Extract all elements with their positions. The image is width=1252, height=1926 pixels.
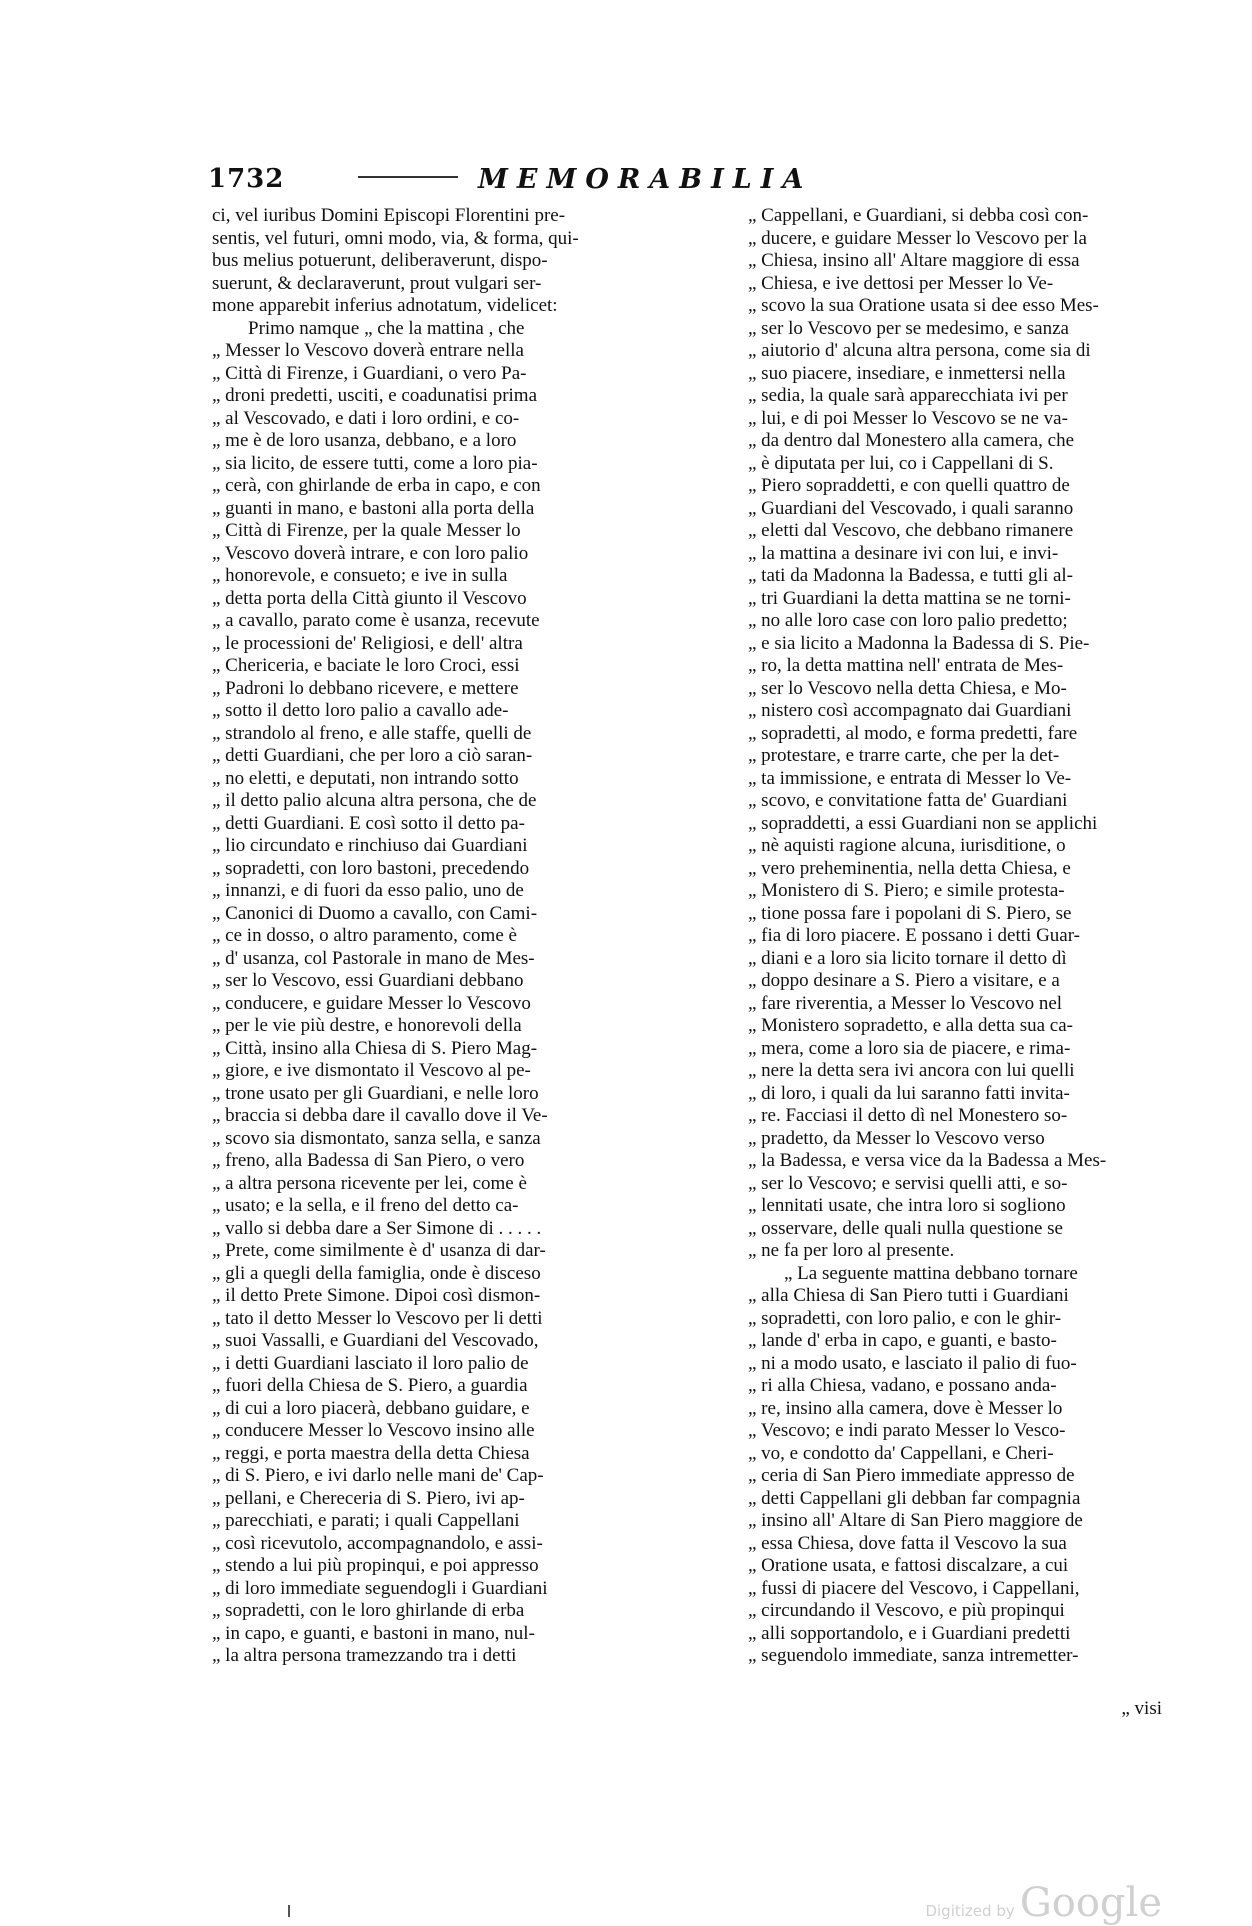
text-line: „ è diputata per lui, co i Cappellani di S. bbox=[748, 452, 1054, 474]
text-line: „ suo piacere, insediare, e inmettersi nella bbox=[748, 362, 1066, 384]
text-line: „ nè aquisti ragione alcuna, iurisditione, o bbox=[748, 835, 1066, 856]
text-line: „ ne fa per loro al presente. bbox=[748, 1240, 955, 1261]
text-line: „ e sia licito a Madonna la Badessa di S. Pie- bbox=[748, 632, 1090, 654]
text-line: „ osservare, delle quali nulla questione se bbox=[748, 1217, 1063, 1239]
text-line: „ diani e a loro sia licito tornare il detto dì bbox=[748, 947, 1067, 969]
left-text-column bbox=[212, 205, 732, 1668]
text-line: „ gli a quegli della famiglia, onde è disceso bbox=[212, 1262, 541, 1284]
text-line: „ d' usanza, col Pastorale in mano de Mes- bbox=[212, 947, 535, 969]
text-line: „ honorevole, e consueto; e ive in sulla bbox=[212, 565, 508, 586]
text-line: „ conducere Messer lo Vescovo insino alle bbox=[212, 1420, 535, 1441]
text-line: „ ceria di San Piero immediate appresso de bbox=[748, 1465, 1075, 1486]
text-line: „ tri Guardiani la detta mattina se ne torni- bbox=[748, 587, 1071, 609]
text-line: „ Città di Firenze, per la quale Messer lo bbox=[212, 520, 521, 541]
text-line: ci, vel iuribus Domini Episcopi Florentini pre- bbox=[212, 205, 566, 226]
text-line: „ nistero così accompagnato dai Guardiani bbox=[748, 700, 1072, 721]
page-number: 1732 bbox=[208, 164, 285, 194]
text-line: „ Prete, come similmente è d' usanza di dar- bbox=[212, 1240, 546, 1261]
text-line: „ freno, alla Badessa di San Piero, o vero bbox=[212, 1150, 525, 1171]
text-line: „ vero preheminentia, nella detta Chiesa, e bbox=[748, 857, 1071, 879]
text-line: suerunt, & declaraverunt, prout vulgari ser- bbox=[212, 272, 542, 294]
text-line: sentis, vel futuri, omni modo, via, & forma, qui- bbox=[212, 227, 579, 249]
text-line: „ braccia si debba dare il cavallo dove il Ve- bbox=[212, 1105, 548, 1126]
text-line: „ alli sopportandolo, e i Guardiani predetti bbox=[748, 1622, 1071, 1644]
text-line: „ ro, la detta mattina nell' entrata de Mes- bbox=[748, 655, 1064, 676]
watermark-prefix: Digitized by bbox=[925, 1902, 1015, 1920]
text-line: „ vo, e condotto da' Cappellani, e Cheri- bbox=[748, 1442, 1054, 1464]
text-line: „ me è de loro usanza, debbano, e a loro bbox=[212, 430, 517, 451]
text-line: „ conducere, e guidare Messer lo Vescovo bbox=[212, 992, 531, 1014]
text-line: „ usato; e la sella, e il freno del detto ca- bbox=[212, 1195, 519, 1216]
text-line: „ tione possa fare i popolani di S. Piero, se bbox=[748, 902, 1072, 924]
text-line: „ la altra persona tramezzando tra i detti bbox=[212, 1645, 517, 1666]
text-line: „ sotto il detto loro palio a cavallo ade- bbox=[212, 700, 509, 721]
text-line: „ lui, e di poi Messer lo Vescovo se ne va- bbox=[748, 407, 1068, 429]
text-line: „ di S. Piero, e ivi darlo nelle mani de' Cap- bbox=[212, 1465, 544, 1486]
text-line: „ Monistero sopradetto, e alla detta sua ca- bbox=[748, 1015, 1073, 1036]
text-line: „ il detto Prete Simone. Dipoi così dismon- bbox=[212, 1285, 541, 1306]
text-line: „ la mattina a desinare ivi con lui, e invi- bbox=[748, 542, 1059, 564]
text-line: „ lio circundato e rinchiuso dai Guardiani bbox=[212, 835, 528, 856]
text-line: „ sopradetti, con loro bastoni, precedendo bbox=[212, 857, 530, 879]
running-title: MEMORABILIA bbox=[478, 164, 813, 195]
text-line: „ detta porta della Città giunto il Vescovo bbox=[212, 587, 527, 609]
text-line: „ fare riverentia, a Messer lo Vescovo nel bbox=[748, 992, 1063, 1014]
text-line: „ sopradetti, con loro palio, e con le ghir- bbox=[748, 1307, 1062, 1329]
text-line: „ scovo la sua Oratione usata si dee esso Mes- bbox=[748, 295, 1099, 316]
text-line: „ a altra persona ricevente per lei, come è bbox=[212, 1172, 527, 1194]
text-line: mone apparebit inferius adnotatum, videlicet: bbox=[212, 295, 558, 316]
text-line: „ di loro immediate seguendogli i Guardiani bbox=[212, 1577, 548, 1599]
text-line: „ da dentro dal Monestero alla camera, che bbox=[748, 430, 1075, 451]
text-line: „ cerà, con ghirlande de erba in capo, e con bbox=[212, 475, 541, 496]
text-line: „ fuori della Chiesa de S. Piero, a guardia bbox=[212, 1375, 528, 1396]
text-line: „ doppo desinare a S. Piero a visitare, e a bbox=[748, 970, 1060, 991]
text-line: „ scovo sia dismontato, sanza sella, e sanza bbox=[212, 1127, 541, 1149]
catchword: „ visi bbox=[1121, 1698, 1162, 1719]
text-line: „ Piero sopraddetti, e con quelli quattro de bbox=[748, 475, 1070, 496]
text-line: „ ce in dosso, o altro paramento, come è bbox=[212, 925, 517, 946]
text-line: „ lande d' erba in capo, e guanti, e basto- bbox=[748, 1330, 1057, 1351]
text-line: „ di cui a loro piacerà, debbano guidare, e bbox=[212, 1397, 530, 1419]
text-line: „ Vescovo doverà intrare, e con loro palio bbox=[212, 542, 529, 564]
text-line: „ Monistero di S. Piero; e simile protesta- bbox=[748, 880, 1065, 901]
right-text-column bbox=[748, 205, 1252, 1668]
text-line: „ tato il detto Messer lo Vescovo per li detti bbox=[212, 1307, 543, 1329]
text-line: „ pellani, e Chereceria di S. Piero, ivi ap- bbox=[212, 1487, 525, 1509]
text-line: „ Cappellani, e Guardiani, si debba così con- bbox=[748, 205, 1089, 226]
text-line: „ lennitati usate, che intra loro si sogliono bbox=[748, 1195, 1066, 1216]
text-line: „ re. Facciasi il detto dì nel Monestero so- bbox=[748, 1105, 1068, 1126]
text-line: „ strandolo al freno, e alle staffe, quelli de bbox=[212, 722, 532, 744]
text-line: „ ser lo Vescovo, essi Guardiani debbano bbox=[212, 970, 524, 991]
scan-mark bbox=[288, 1905, 290, 1917]
text-line: „ Messer lo Vescovo doverà entrare nella bbox=[212, 340, 524, 361]
text-line: „ guanti in mano, e bastoni alla porta della bbox=[212, 497, 535, 519]
text-line: „ seguendolo immediate, sanza intremetter- bbox=[748, 1645, 1079, 1666]
text-line: „ sopradetti, con le loro ghirlande di erba bbox=[212, 1600, 525, 1621]
text-line: „ detti Guardiani, che per loro a ciò saran- bbox=[212, 745, 533, 766]
text-line: „ in capo, e guanti, e bastoni in mano, nul- bbox=[212, 1622, 535, 1644]
text-line: „ giore, e ive dismontato il Vescovo al pe- bbox=[212, 1060, 531, 1081]
page-header bbox=[208, 164, 928, 200]
text-line: „ circundando il Vescovo, e più propinqui bbox=[748, 1600, 1065, 1621]
watermark-brand: Google bbox=[1019, 1880, 1162, 1926]
text-line: bus melius potuerunt, deliberaverunt, dispo- bbox=[212, 250, 548, 271]
header-rule bbox=[358, 176, 458, 178]
text-line: „ vallo si debba dare a Ser Simone di . . . . . bbox=[212, 1217, 542, 1239]
text-line: „ Padroni lo debbano ricevere, e mettere bbox=[212, 677, 519, 699]
text-line: „ stendo a lui più propinqui, e poi appresso bbox=[212, 1555, 539, 1576]
text-line: „ ser lo Vescovo nella detta Chiesa, e Mo- bbox=[748, 677, 1067, 699]
text-line: „ eletti dal Vescovo, che debbano rimanere bbox=[748, 520, 1074, 541]
text-line: „ La seguente mattina debbano tornare bbox=[784, 1262, 1078, 1284]
text-line: „ parecchiati, e parati; i quali Cappellani bbox=[212, 1510, 520, 1531]
text-line: „ Oratione usata, e fattosi discalzare, a cui bbox=[748, 1555, 1069, 1576]
text-line: „ nere la detta sera ivi ancora con lui quelli bbox=[748, 1060, 1075, 1081]
text-line: „ pradetto, da Messer lo Vescovo verso bbox=[748, 1127, 1045, 1149]
text-line: „ sia licito, de essere tutti, come a loro pia- bbox=[212, 452, 538, 474]
text-line: „ Guardiani del Vescovado, i quali saranno bbox=[748, 497, 1074, 519]
text-line: „ reggi, e porta maestra della detta Chiesa bbox=[212, 1442, 530, 1464]
text-line: „ no eletti, e deputati, non intrando sotto bbox=[212, 767, 519, 789]
text-line: „ mera, come a loro sia de piacere, e rima- bbox=[748, 1037, 1071, 1059]
text-line: „ aiutorio d' alcuna altra persona, come sia di bbox=[748, 340, 1091, 361]
text-line: „ per le vie più destre, e honorevoli della bbox=[212, 1015, 522, 1036]
text-line: „ protestare, e trarre carte, che per la det- bbox=[748, 745, 1060, 766]
text-line: „ no alle loro case con loro palio predetto; bbox=[748, 610, 1068, 631]
text-line: „ al Vescovado, e dati i loro ordini, e co- bbox=[212, 407, 520, 429]
text-line: „ insino all' Altare di San Piero maggiore de bbox=[748, 1510, 1083, 1531]
text-line: „ Chericeria, e baciate le loro Croci, essi bbox=[212, 655, 520, 676]
text-line: „ re, insino alla camera, dove è Messer lo bbox=[748, 1397, 1063, 1419]
text-line: „ la Badessa, e versa vice da la Badessa a Mes- bbox=[748, 1150, 1107, 1171]
text-line: „ ducere, e guidare Messer lo Vescovo per la bbox=[748, 227, 1087, 249]
text-line: „ a cavallo, parato come è usanza, recevute bbox=[212, 610, 540, 631]
text-line: „ innanzi, e di fuori da esso palio, uno de bbox=[212, 880, 524, 901]
text-line: „ trone usato per gli Guardiani, e nelle loro bbox=[212, 1082, 539, 1104]
text-line: „ tati da Madonna la Badessa, e tutti gli al- bbox=[748, 565, 1074, 586]
text-line: „ di loro, i quali da lui saranno fatti invita- bbox=[748, 1082, 1070, 1104]
text-line: „ suoi Vassalli, e Guardiani del Vescovado, bbox=[212, 1330, 539, 1351]
text-line: „ sedia, la quale sarà apparecchiata ivi per bbox=[748, 385, 1068, 406]
text-line: „ alla Chiesa di San Piero tutti i Guardiani bbox=[748, 1285, 1069, 1306]
text-line: „ Chiesa, e ive dettosi per Messer lo Ve- bbox=[748, 272, 1054, 294]
text-line: „ sopradetti, al modo, e forma predetti, fare bbox=[748, 722, 1078, 744]
text-line: „ droni predetti, usciti, e coadunatisi prima bbox=[212, 385, 538, 406]
text-line: „ ni a modo usato, e lasciato il palio di fuo- bbox=[748, 1352, 1077, 1374]
text-line: „ sopraddetti, a essi Guardiani non se applichi bbox=[748, 812, 1098, 834]
text-line: „ ser lo Vescovo per se medesimo, e sanza bbox=[748, 317, 1069, 339]
digitization-watermark bbox=[925, 1880, 1162, 1926]
text-line: „ Chiesa, insino all' Altare maggiore di essa bbox=[748, 250, 1080, 271]
text-line: „ Città, insino alla Chiesa di S. Piero Mag- bbox=[212, 1037, 538, 1059]
text-line: „ scovo, e convitatione fatta de' Guardiani bbox=[748, 790, 1068, 811]
text-line: „ fia di loro piacere. E possano i detti Guar- bbox=[748, 925, 1080, 946]
text-line: „ Canonici di Duomo a cavallo, con Cami- bbox=[212, 902, 538, 924]
text-line: „ detti Guardiani. E così sotto il detto pa- bbox=[212, 812, 525, 834]
text-line: Primo namque „ che la mattina , che bbox=[248, 317, 525, 339]
text-line: „ detti Cappellani gli debban far compagnia bbox=[748, 1487, 1081, 1509]
text-line: „ Vescovo; e indi parato Messer lo Vesco- bbox=[748, 1420, 1066, 1441]
text-line: „ le processioni de' Religiosi, e dell' altra bbox=[212, 632, 523, 654]
text-line: „ i detti Guardiani lasciato il loro palio de bbox=[212, 1352, 529, 1374]
text-line: „ Città di Firenze, i Guardiani, o vero Pa- bbox=[212, 362, 527, 384]
text-line: „ così ricevutolo, accompagnandolo, e assi- bbox=[212, 1532, 543, 1554]
text-line: „ ri alla Chiesa, vadano, e possano anda- bbox=[748, 1375, 1057, 1396]
text-line: „ essa Chiesa, dove fatta il Vescovo la sua bbox=[748, 1532, 1067, 1554]
text-line: „ ser lo Vescovo; e servisi quelli atti, e so- bbox=[748, 1172, 1068, 1194]
text-line: „ fussi di piacere del Vescovo, i Cappellani, bbox=[748, 1577, 1080, 1599]
text-line: „ ta immissione, e entrata di Messer lo Ve- bbox=[748, 767, 1072, 789]
text-line: „ il detto palio alcuna altra persona, che de bbox=[212, 790, 537, 811]
